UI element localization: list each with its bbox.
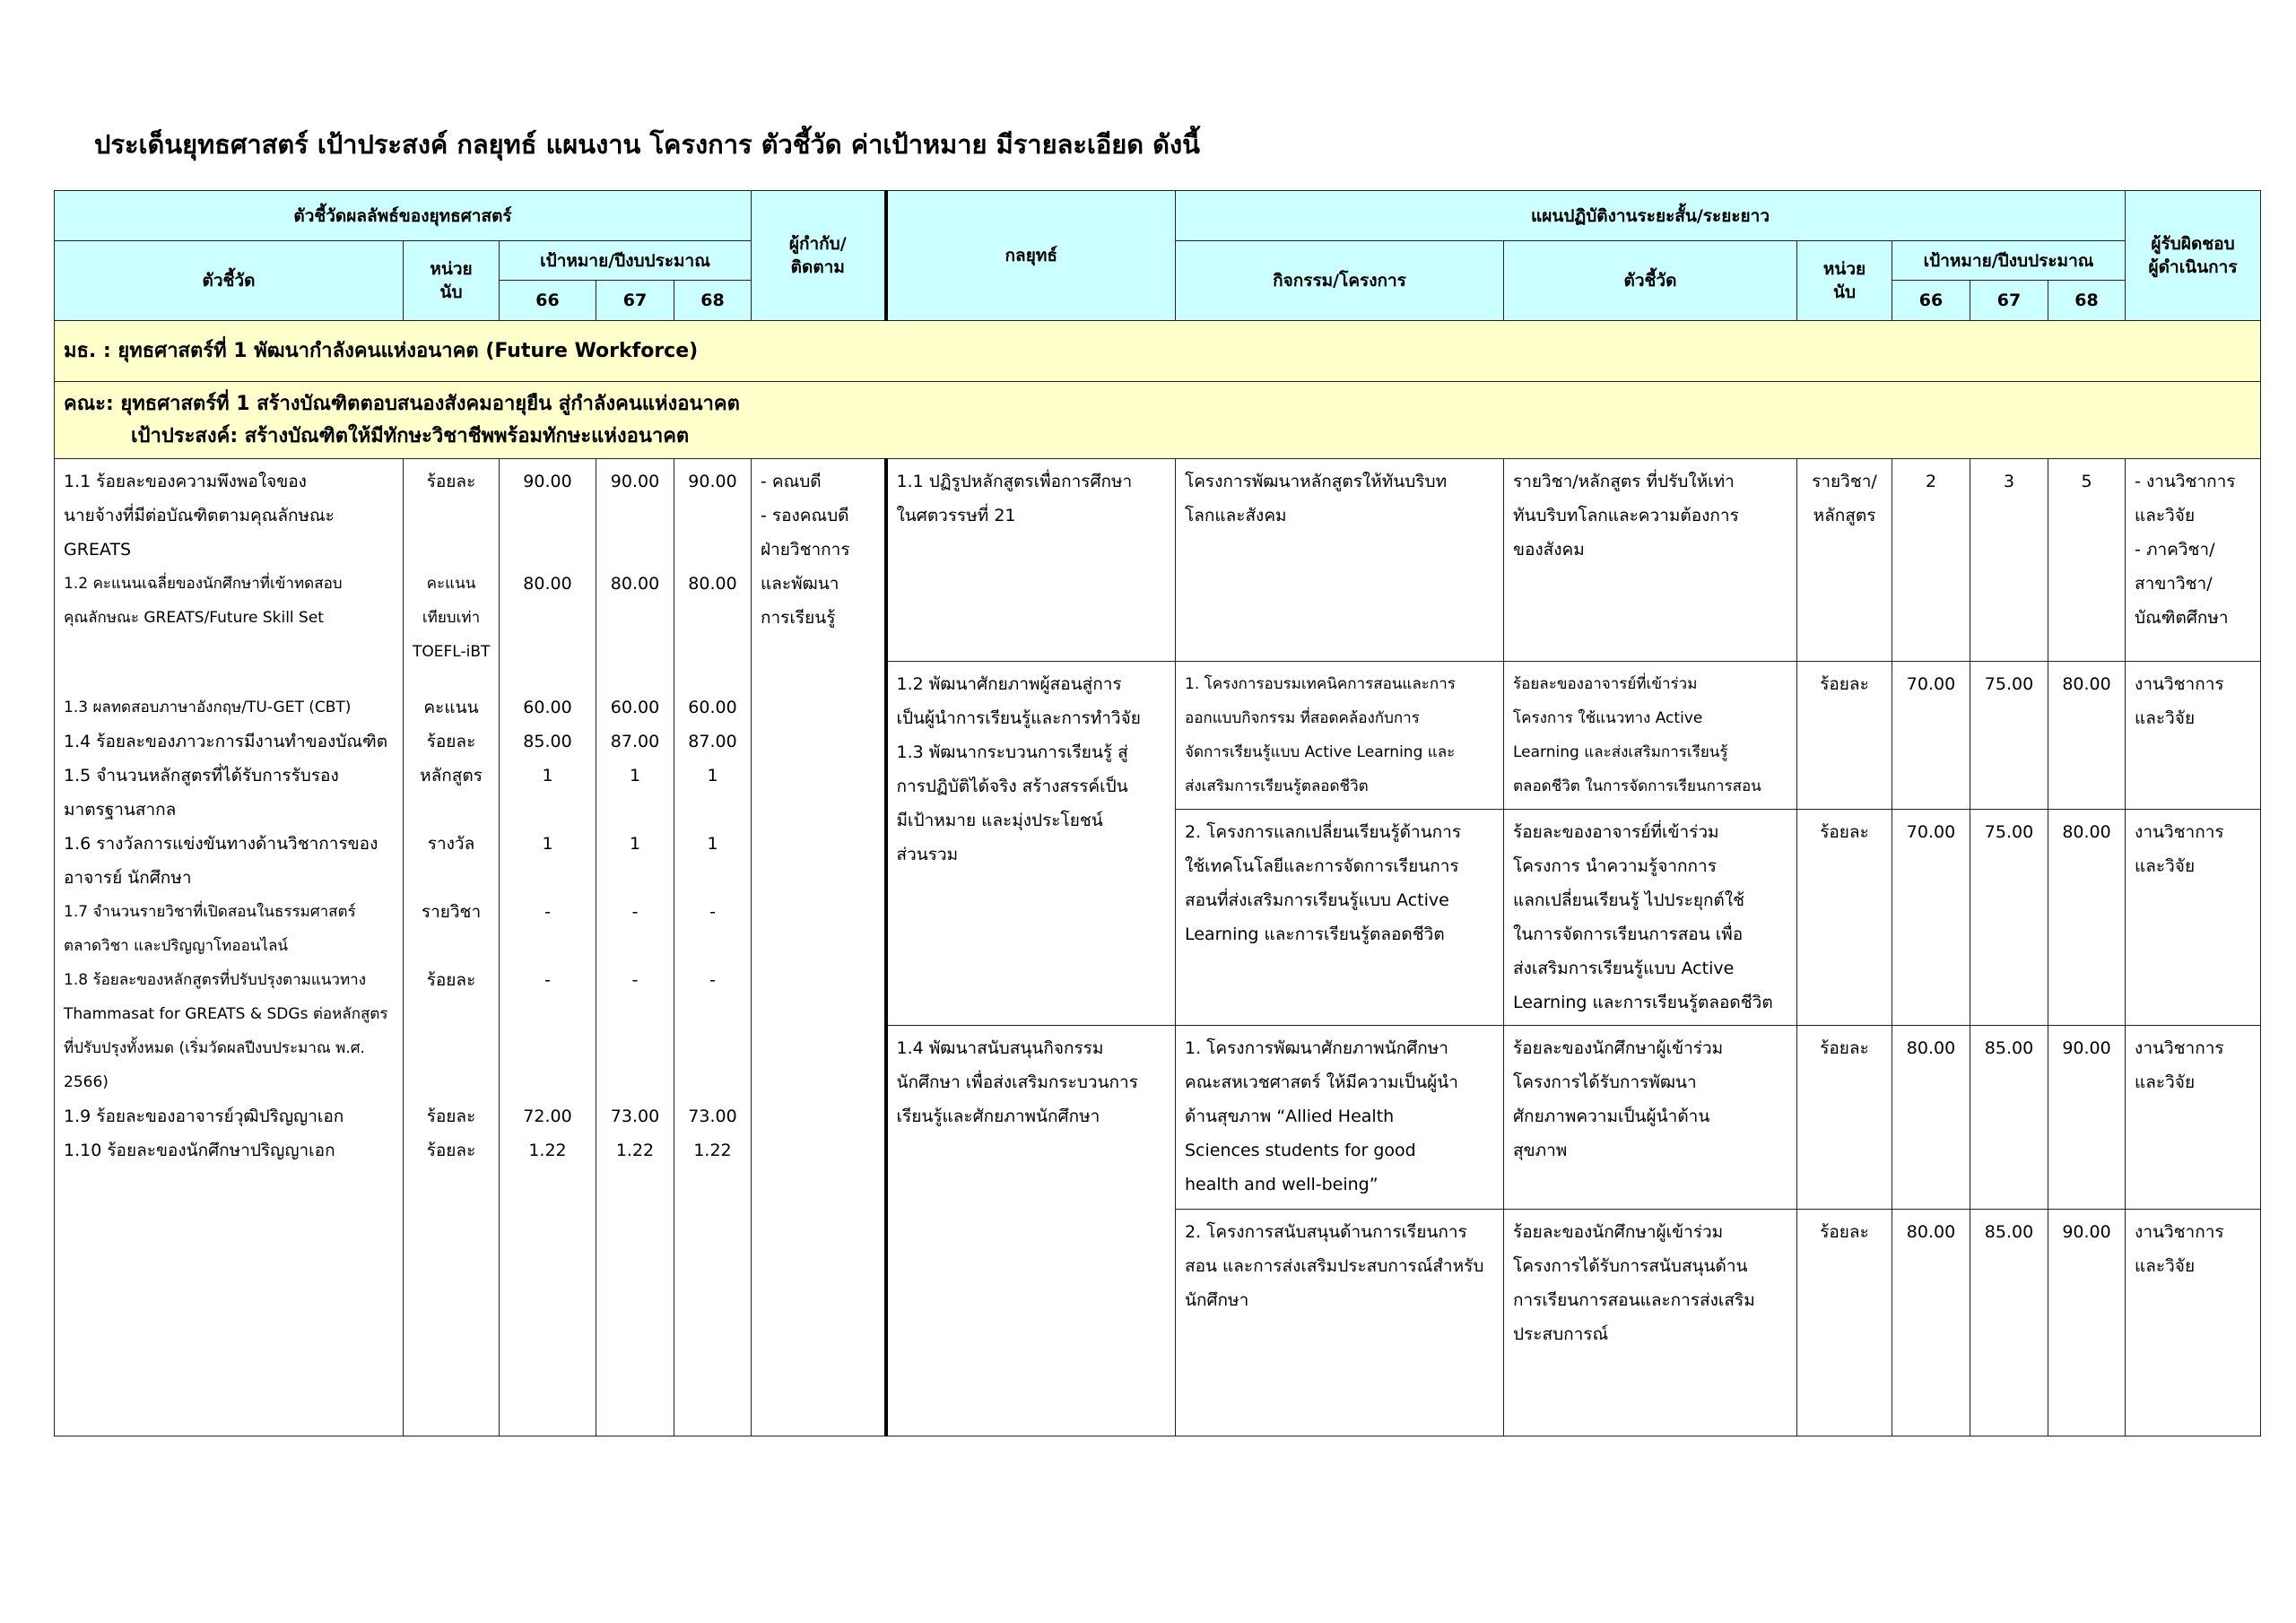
target-66-1-9: 72.00 [523,1107,572,1126]
plan-1-unit-l1: รายวิชา/ [1812,472,1877,491]
target-68-1-9: 73.00 [688,1107,737,1126]
plan-3-activity-l2: ใช้เทคโนโลยีและการจัดการเรียนการ [1185,856,1459,876]
header-action-plan-group: แผนปฏิบัติงานระยะสั้น/ระยะยาว [1176,191,2126,241]
plan-4-activity-l3: ด้านสุขภาพ “Allied Health [1185,1107,1395,1126]
indicator-1-7-cont: ตลาดวิชา และปริญญาโทออนไลน์ [64,937,288,955]
plan-2-activity-l4: ส่งเสริมการเรียนรู้ตลอดชีวิต [1185,777,1369,795]
plan-3-indicator-l3: แลกเปลี่ยนเรียนรู้ ไปประยุกต์ใช้ [1513,890,1745,910]
indicator-1-2-cont: คุณลักษณะ GREATS/Future Skill Set [64,609,324,627]
plan-4-indicator-l1: ร้อยละของนักศึกษาผู้เข้าร่วม [1513,1038,1724,1058]
target-66-1-6: 1 [542,834,553,854]
target-66-1-10: 1.22 [528,1141,567,1160]
header-supervisor-line1: ผู้กำกับ/ [788,234,847,254]
unit-1-1: ร้อยละ [426,472,476,491]
plan-2-indicator-l3: Learning และส่งเสริมการเรียนรู้ [1513,743,1728,761]
indicator-1-1: 1.1 ร้อยละของความพึงพอใจของ [64,472,307,491]
plan-4-target-68: 90.00 [2048,1026,2126,1210]
supervisor-deputy-cont: ฝ่ายวิชาการ [761,540,850,560]
supervisor-dean: - คณบดี [761,472,822,491]
indicator-1-8-cont: Thammasat for GREATS & SDGs ต่อหลักสูตร [64,1005,388,1023]
plan-4-responsible [2126,1026,2261,1210]
plan-4-indicator [1504,1026,1797,1210]
plan-4-responsible-l1: งานวิชาการ [2135,1038,2224,1058]
unit-1-2: คะแนน [426,575,476,593]
header-plan-unit-line1: หน่วย [1822,259,1866,279]
plan-4-activity-l5: health and well-being” [1185,1175,1378,1194]
plan-1-indicator [1504,459,1797,662]
plan-5-activity-l2: สอน และการส่งเสริมประสบการณ์สำหรับ [1185,1256,1484,1276]
header-responsible-line2: ผู้ดำเนินการ [2148,257,2238,277]
plan-1-target-68: 5 [2048,459,2126,662]
outcome-indicators-cell [55,459,404,1436]
plan-5-responsible [2126,1210,2261,1436]
indicator-1-9: 1.9 ร้อยละของอาจารย์วุฒิปริญญาเอก [64,1107,344,1126]
plan-5-activity [1176,1210,1504,1436]
plan-1-responsible [2126,459,2261,662]
plan-5-target-67: 85.00 [1970,1210,2048,1436]
outcome-target-66-cell [500,459,596,1436]
plan-4-strategy [886,1026,1176,1436]
unit-1-6: รางวัล [427,834,475,854]
plan-5-activity-l3: นักศึกษา [1185,1290,1249,1310]
plan-5-indicator-l2: โครงการได้รับการสนับสนุนด้าน [1513,1256,1748,1276]
plan-3-responsible-l1: งานวิชาการ [2135,822,2224,842]
plan-4-responsible-l2: และวิจัย [2135,1072,2196,1092]
target-68-1-3: 60.00 [688,698,737,717]
target-67-1-2: 80.00 [610,574,660,594]
indicator-1-8: 1.8 ร้อยละของหลักสูตรที่ปรับปรุงตามแนวทาง [64,971,366,989]
plan-1-strategy-l2: ในศตวรรษที่ 21 [896,506,1016,525]
indicator-1-6: 1.6 รางวัลการแข่งขันทางด้านวิชาการของ [64,834,378,854]
plan-2-indicator-l4: ตลอดชีวิต ในการจัดการเรียนการสอน [1513,777,1761,795]
plan-2-activity-l3: จัดการเรียนรู้แบบ Active Learning และ [1185,743,1456,761]
plan-2-activity [1176,662,1504,810]
supervisor-deputy: - รองคณบดี [761,506,849,525]
target-67-1-9: 73.00 [610,1107,660,1126]
target-68-1-1: 90.00 [688,472,737,491]
supervisor-cell [752,459,886,1436]
header-unit-line1: หน่วย [430,259,473,279]
plan-1-unit-l2: หลักสูตร [1813,506,1876,525]
plan-1-strategy [886,459,1176,662]
plan-4-target-66: 80.00 [1892,1026,1970,1210]
plan-4-unit: ร้อยละ [1797,1026,1892,1210]
header-plan-year-66: 66 [1892,281,1970,321]
plan-5-target-66: 80.00 [1892,1210,1970,1436]
indicator-1-1-cont: นายจ้างที่มีต่อบัณฑิตตามคุณลักษณะ [64,506,335,525]
plan-3-indicator-l6: Learning และการเรียนรู้ตลอดชีวิต [1513,993,1773,1012]
plan-2-activity-l1: 1. โครงการอบรมเทคนิคการสอนและการ [1185,675,1456,693]
strategy-table [54,190,2261,1436]
header-supervisor-line2: ติดตาม [790,257,845,277]
target-68-1-6: 1 [707,834,718,854]
header-strategy: กลยุทธ์ [886,191,1176,321]
plan-2-target-67: 75.00 [1970,662,2048,810]
plan-2-strategy-l5: มีเป้าหมาย และมุ่งประโยชน์ [896,811,1103,830]
header-unit [404,241,500,321]
plan-5-unit: ร้อยละ [1797,1210,1892,1436]
plan-2-strategy-l4: การปฏิบัติได้จริง สร้างสรรค์เป็น [896,777,1128,796]
plan-4-activity-l1: 1. โครงการพัฒนาศักยภาพนักศึกษา [1185,1038,1448,1058]
plan-1-strategy-l1: 1.1 ปฏิรูปหลักสูตรเพื่อการศึกษา [896,472,1133,491]
plan-5-indicator [1504,1210,1797,1436]
plan-4-indicator-l2: โครงการได้รับการพัฒนา [1513,1072,1697,1092]
plan-2-strategy-l3: 1.3 พัฒนากระบวนการเรียนรู้ สู่ [896,742,1128,762]
supervisor-deputy-cont2: และพัฒนา [761,574,839,594]
plan-2-activity-l2: ออกแบบกิจกรรม ที่สอดคล้องกับการ [1185,709,1420,727]
outcome-target-67-cell [596,459,674,1436]
plan-1-activity-l1: โครงการพัฒนาหลักสูตรให้ทันบริบท [1185,472,1448,491]
plan-4-indicator-l3: ศักยภาพความเป็นผู้นำด้าน [1513,1107,1710,1126]
plan-3-responsible-l2: และวิจัย [2135,856,2196,876]
unit-1-7: รายวิชา [421,902,482,922]
plan-3-activity [1176,810,1504,1026]
plan-4-activity-l2: คณะสหเวชศาสตร์ ให้มีความเป็นผู้นำ [1185,1072,1458,1092]
faculty-goal-line: เป้าประสงค์: สร้างบัณฑิตให้มีทักษะวิชาชีพพร้อมทักษะแห่งอนาคต [131,424,690,447]
plan-2-strategy-l1: 1.2 พัฒนาศักยภาพผู้สอนสู่การ [896,674,1122,694]
unit-1-5: หลักสูตร [420,766,483,785]
plan-3-indicator-l4: ในการจัดการเรียนการสอน เพื่อ [1513,924,1744,944]
unit-1-8: ร้อยละ [426,970,476,990]
header-plan-year-67: 67 [1970,281,2048,321]
plan-1-indicator-l1: รายวิชา/หลักสูตร ที่ปรับให้เท่า [1513,472,1735,491]
plan-2-indicator [1504,662,1797,810]
plan-1-unit [1797,459,1892,662]
plan-3-indicator-l2: โครงการ นำความรู้จากการ [1513,856,1717,876]
target-67-1-3: 60.00 [610,698,660,717]
indicator-1-3: 1.3 ผลทดสอบภาษาอังกฤษ/TU-GET (CBT) [64,699,352,716]
plan-4-activity-l4: Sciences students for good [1185,1141,1416,1160]
target-68-1-8: - [709,970,716,990]
plan-3-activity-l3: สอนที่ส่งเสริมการเรียนรู้แบบ Active [1185,890,1449,910]
plan-1-responsible-l2: และวิจัย [2135,506,2196,525]
target-66-1-8: - [544,970,551,990]
plan-4-strategy-l3: เรียนรู้และศักยภาพนักศึกษา [896,1107,1100,1126]
target-67-1-10: 1.22 [615,1141,655,1160]
header-plan-unit-line2: นับ [1832,282,1857,302]
target-67-1-6: 1 [629,834,641,854]
plan-5-indicator-l1: ร้อยละของนักศึกษาผู้เข้าร่วม [1513,1222,1724,1242]
plan-4-indicator-l4: สุขภาพ [1513,1141,1568,1160]
header-activity: กิจกรรม/โครงการ [1176,241,1504,321]
plan-2-target-68: 80.00 [2048,662,2126,810]
plan-3-indicator-l1: ร้อยละของอาจารย์ที่เข้าร่วม [1513,822,1719,842]
faculty-strategy-row [55,382,2261,459]
header-supervisor [752,191,886,321]
plan-1-indicator-l2: ทันบริบทโลกและความต้องการ [1513,506,1739,525]
unit-1-3: คะแนน [423,698,479,717]
target-67-1-7: - [631,902,639,922]
plan-5-responsible-l2: และวิจัย [2135,1256,2196,1276]
indicator-1-2: 1.2 คะแนนเฉลี่ยของนักศึกษาที่เข้าทดสอบ [64,575,343,593]
target-66-1-4: 85.00 [523,732,572,751]
plan-2-responsible-l1: งานวิชาการ [2135,674,2224,694]
plan-4-strategy-l1: 1.4 พัฒนาสนับสนุนกิจกรรม [896,1038,1104,1058]
plan-3-activity-l4: Learning และการเรียนรู้ตลอดชีวิต [1185,924,1445,944]
indicator-1-4: 1.4 ร้อยละของภาวะการมีงานทำของบัณฑิต [64,732,388,751]
indicator-1-10: 1.10 ร้อยละของนักศึกษาปริญญาเอก [64,1141,335,1160]
plan-3-unit: ร้อยละ [1797,810,1892,1026]
plan-5-indicator-l4: ประสบการณ์ [1513,1324,1609,1344]
header-plan-indicator: ตัวชี้วัด [1504,241,1797,321]
plan-1-activity [1176,459,1504,662]
plan-2-strategy [886,662,1176,1026]
header-plan-year-68: 68 [2048,281,2126,321]
plan-4-target-67: 85.00 [1970,1026,2048,1210]
target-66-1-3: 60.00 [523,698,572,717]
header-responsible [2126,191,2261,321]
target-66-1-2: 80.00 [523,574,572,594]
target-68-1-4: 87.00 [688,732,737,751]
target-67-1-8: - [631,970,639,990]
plan-5-indicator-l3: การเรียนการสอนและการส่งเสริม [1513,1290,1755,1310]
strategy-table-container [54,190,2260,1417]
target-68-1-10: 1.22 [693,1141,732,1160]
plan-1-target-67: 3 [1970,459,2048,662]
indicator-1-7: 1.7 จำนวนรายวิชาที่เปิดสอนในธรรมศาสตร์ [64,903,356,921]
plan-1-responsible-l1: - งานวิชาการ [2135,472,2236,491]
plan-2-strategy-l6: ส่วนรวม [896,845,959,864]
plan-2-indicator-l2: โครงการ ใช้แนวทาง Active [1513,709,1703,727]
header-year-67: 67 [596,281,674,321]
plan-5-responsible-l1: งานวิชาการ [2135,1222,2224,1242]
plan-5-target-68: 90.00 [2048,1210,2126,1436]
indicator-1-8-cont2: ที่ปรับปรุงทั้งหมด (เริ่มวัดผลปีงบประมาณ พ.ศ. [64,1039,365,1057]
plan-4-activity [1176,1026,1504,1210]
unit-1-9: ร้อยละ [426,1107,476,1126]
unit-1-2-cont2: TOEFL-iBT [413,643,491,661]
supervisor-deputy-cont3: การเรียนรู้ [761,608,836,628]
target-68-1-7: - [709,902,716,922]
plan-2-responsible-l2: และวิจัย [2135,708,2196,728]
target-66-1-5: 1 [542,766,553,785]
plan-2-unit: ร้อยละ [1797,662,1892,810]
plan-1-responsible-l5: บัณฑิตศึกษา [2135,608,2229,628]
target-68-1-2: 80.00 [688,574,737,594]
plan-2-strategy-l2: เป็นผู้นำการเรียนรู้และการทำวิจัย [896,708,1141,728]
plan-3-target-67: 75.00 [1970,810,2048,1026]
header-plan-unit [1797,241,1892,321]
target-66-1-1: 90.00 [523,472,572,491]
indicator-1-6-cont: อาจารย์ นักศึกษา [64,868,192,888]
university-strategy-row: มธ. : ยุทธศาสตร์ที่ 1 พัฒนากำลังคนแห่งอนาคต (Future Workforce) [55,321,2261,382]
unit-1-4: ร้อยละ [426,732,476,751]
header-plan-target: เป้าหมาย/ปีงบประมาณ [1892,241,2126,281]
target-67-1-1: 90.00 [610,472,660,491]
header-target: เป้าหมาย/ปีงบประมาณ [500,241,752,281]
outcome-units-cell [404,459,500,1436]
target-66-1-7: - [544,902,551,922]
plan-1-target-66: 2 [1892,459,1970,662]
plan-4-strategy-l2: นักศึกษา เพื่อส่งเสริมกระบวนการ [896,1072,1138,1092]
header-year-66: 66 [500,281,596,321]
plan-3-indicator [1504,810,1797,1026]
target-67-1-4: 87.00 [610,732,660,751]
plan-3-target-68: 80.00 [2048,810,2126,1026]
indicator-1-1-cont2: GREATS [64,540,132,560]
page-title: ประเด็นยุทธศาสตร์ เป้าประสงค์ กลยุทธ์ แผนงาน โครงการ ตัวชี้วัด ค่าเป้าหมาย มีรายละเอียด ดังนี้ [94,129,1200,160]
indicator-1-8-cont3: 2566) [64,1073,109,1091]
faculty-strategy-line: คณะ: ยุทธศาสตร์ที่ 1 สร้างบัณฑิตตอบสนองสังคมอายุยืน สู่กำลังคนแห่งอนาคต [64,392,740,415]
plan-1-responsible-l4: สาขาวิชา/ [2135,574,2213,594]
target-67-1-5: 1 [629,766,641,785]
header-responsible-line1: ผู้รับผิดชอบ [2151,234,2235,254]
header-unit-line2: นับ [439,282,463,302]
indicator-1-5-cont: มาตรฐานสากล [64,800,177,820]
plan-2-responsible [2126,662,2261,810]
plan-3-responsible [2126,810,2261,1026]
header-outcome-group: ตัวชี้วัดผลลัพธ์ของยุทธศาสตร์ [55,191,752,241]
indicator-1-5: 1.5 จำนวนหลักสูตรที่ได้รับการรับรอง [64,766,339,785]
header-indicator: ตัวชี้วัด [55,241,404,321]
plan-2-indicator-l1: ร้อยละของอาจารย์ที่เข้าร่วม [1513,675,1698,693]
plan-1-indicator-l3: ของสังคม [1513,540,1585,560]
plan-2-target-66: 70.00 [1892,662,1970,810]
target-68-1-5: 1 [707,766,718,785]
header-year-68: 68 [674,281,752,321]
plan-3-indicator-l5: ส่งเสริมการเรียนรู้แบบ Active [1513,959,1735,978]
plan-5-activity-l1: 2. โครงการสนับสนุนด้านการเรียนการ [1185,1222,1467,1242]
plan-3-activity-l1: 2. โครงการแลกเปลี่ยนเรียนรู้ด้านการ [1185,822,1462,842]
outcome-target-68-cell [674,459,752,1436]
plan-3-target-66: 70.00 [1892,810,1970,1026]
plan-1-responsible-l3: - ภาควิชา/ [2135,540,2215,560]
plan-1-activity-l2: โลกและสังคม [1185,506,1287,525]
unit-1-10: ร้อยละ [426,1141,476,1160]
unit-1-2-cont: เทียบเท่า [422,609,481,627]
